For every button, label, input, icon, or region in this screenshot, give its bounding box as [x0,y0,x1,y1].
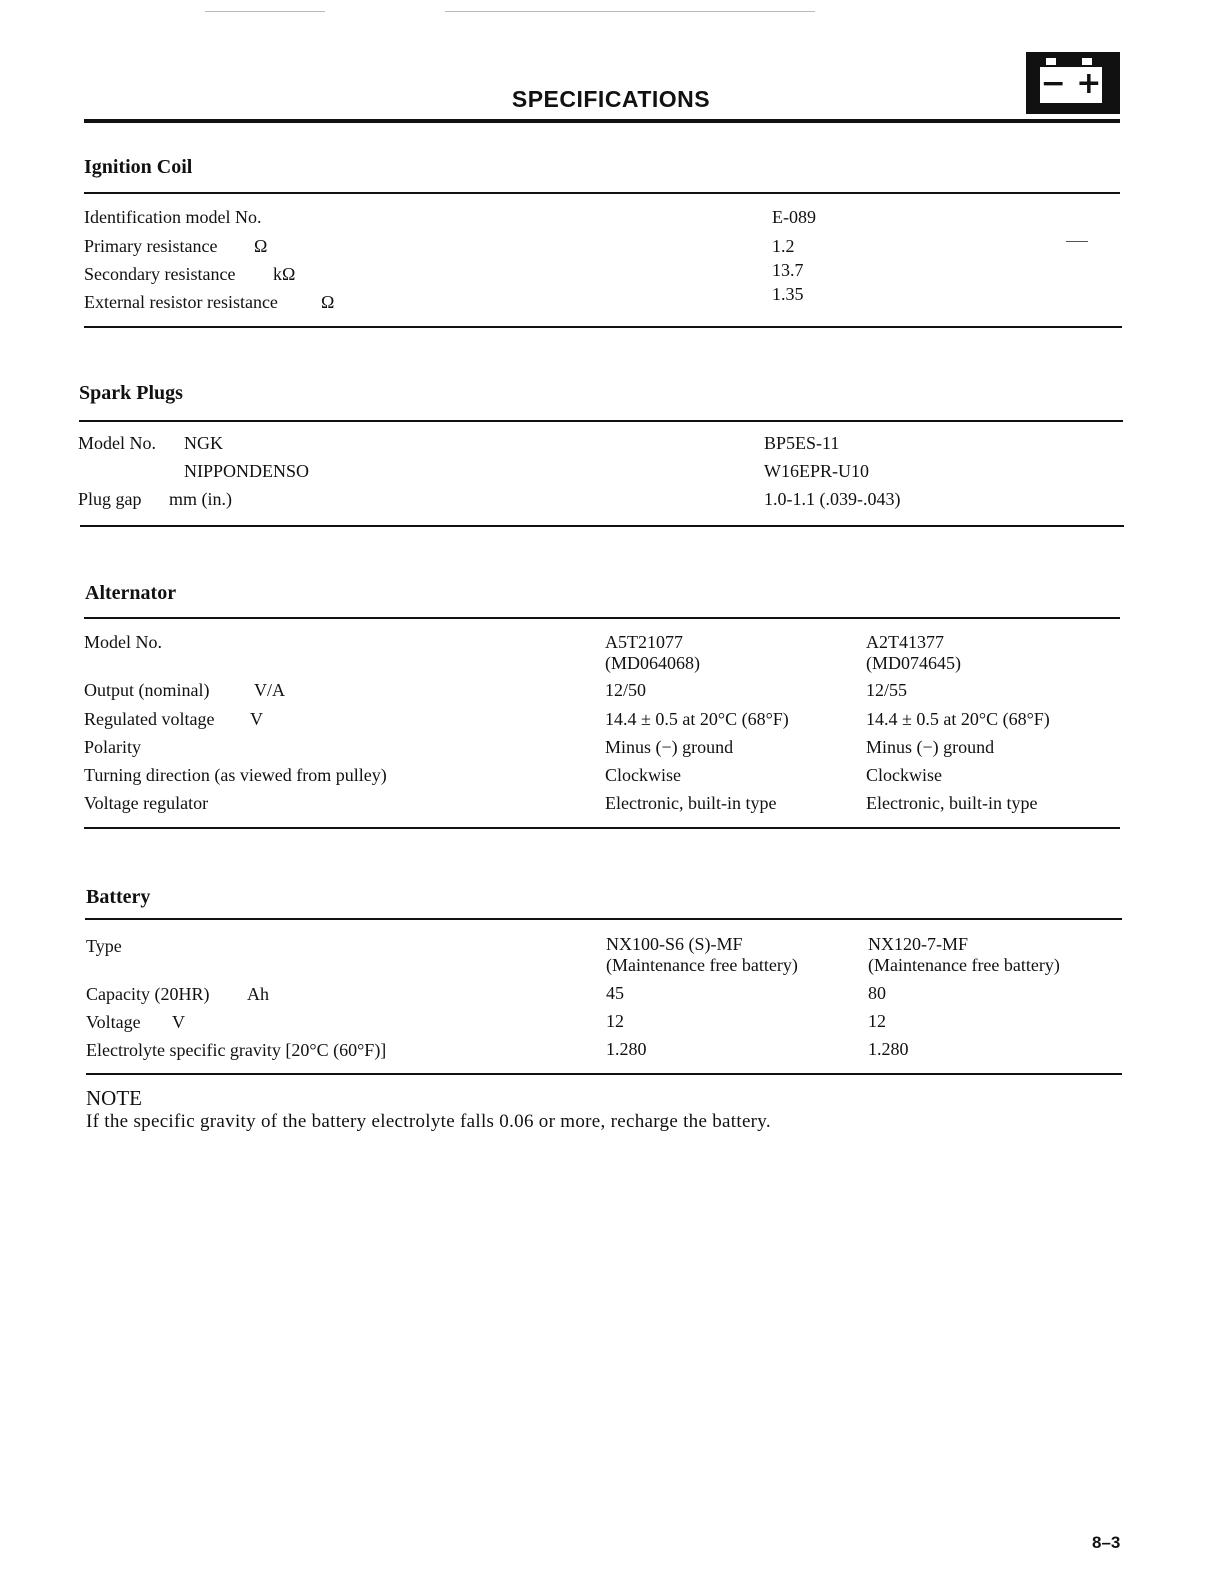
alternator-model-label: Model No. [84,632,162,652]
battery-col1-type: NX100-S6 (S)-MF [606,934,743,954]
alternator-col1-value: Clockwise [605,765,681,785]
alternator-col1-model: A5T21077 [605,632,683,652]
header-rule [84,119,1120,123]
ignition-row-unit: kΩ [273,264,296,284]
alternator-row-label: Voltage regulator [84,793,209,813]
battery-row-unit: V [172,1012,185,1032]
battery-icon: − + [1026,52,1120,114]
alternator-row-unit: V [250,709,263,729]
section-rule [86,1073,1122,1075]
spark-value: 1.0-1.1 (.039-.043) [764,489,901,509]
battery-col1-type-sub: (Maintenance free battery) [606,955,798,975]
battery-col2-value: 1.280 [868,1039,909,1059]
plug-gap-label: Plug gap [78,489,142,509]
section-rule [79,420,1123,422]
section-rule [80,525,1124,527]
battery-heading: Battery [86,886,151,908]
battery-col1-value: 45 [606,983,624,1003]
alternator-col2-model-sub: (MD074645) [866,653,961,673]
ignition-row-unit: Ω [321,292,335,312]
alternator-col2-model: A2T41377 [866,632,944,652]
battery-row-label: Capacity (20HR) [86,984,210,1004]
battery-col1-value: 12 [606,1011,624,1031]
plug-gap-unit: mm (in.) [169,489,232,509]
spark-maker: NGK [184,433,223,453]
alternator-heading: Alternator [85,582,177,604]
scan-mark [1066,241,1088,242]
battery-col2-type-sub: (Maintenance free battery) [868,955,1060,975]
alternator-col1-value: Electronic, built-in type [605,793,777,813]
spark-model-label: Model No. [78,433,156,453]
battery-row-unit: Ah [247,984,269,1004]
battery-type-label: Type [86,936,122,956]
alternator-row-label: Output (nominal) [84,680,210,700]
alternator-col2-value: Minus (−) ground [866,737,995,757]
note-heading: NOTE [86,1086,142,1110]
page-number: 8–3 [1092,1533,1121,1552]
ignition-row-label: External resistor resistance [84,292,278,312]
section-rule [84,827,1120,829]
ignition-row-value: 13.7 [772,260,804,280]
section-rule [84,192,1120,194]
battery-col2-value: 80 [868,983,886,1003]
section-rule [84,617,1120,619]
battery-col1-value: 1.280 [606,1039,647,1059]
spark-value: W16EPR-U10 [764,461,869,481]
note-text: If the specific gravity of the battery electrolyte falls 0.06 or more, recharge the battery. [86,1111,771,1132]
alternator-col2-value: Clockwise [866,765,942,785]
alternator-col2-value: 14.4 ± 0.5 at 20°C (68°F) [866,709,1050,729]
battery-col2-type: NX120-7-MF [868,934,969,954]
alternator-row-label: Polarity [84,737,141,757]
alternator-col1-value: Minus (−) ground [605,737,734,757]
battery-row-label: Voltage [86,1012,141,1032]
ignition-row-value: 1.35 [772,284,804,304]
alternator-col1-model-sub: (MD064068) [605,653,700,673]
scan-line [445,11,815,12]
section-rule [84,326,1122,328]
alternator-row-label: Regulated voltage [84,709,215,729]
ignition-coil-heading: Ignition Coil [84,156,193,178]
spark-value: BP5ES-11 [764,433,840,453]
ignition-row-unit: Ω [254,236,268,256]
ignition-row-value: E-089 [772,207,816,227]
alternator-col1-value: 14.4 ± 0.5 at 20°C (68°F) [605,709,789,729]
alternator-row-unit: V/A [254,680,285,700]
ignition-row-label: Secondary resistance [84,264,236,284]
spark-plugs-heading: Spark Plugs [79,382,183,404]
ignition-row-label: Primary resistance [84,236,218,256]
section-rule [85,918,1122,920]
battery-col2-value: 12 [868,1011,886,1031]
page-title: SPECIFICATIONS [511,86,711,112]
ignition-row-label: Identification model No. [84,207,262,227]
alternator-col1-value: 12/50 [605,680,647,700]
ignition-row-value: 1.2 [772,236,795,256]
scan-line [205,11,325,12]
alternator-row-label: Turning direction (as viewed from pulley) [84,765,387,785]
alternator-col2-value: Electronic, built-in type [866,793,1038,813]
spark-maker: NIPPONDENSO [184,461,310,481]
battery-row-label: Electrolyte specific gravity [20°C (60°F)] [86,1040,387,1060]
alternator-col2-value: 12/55 [866,680,908,700]
